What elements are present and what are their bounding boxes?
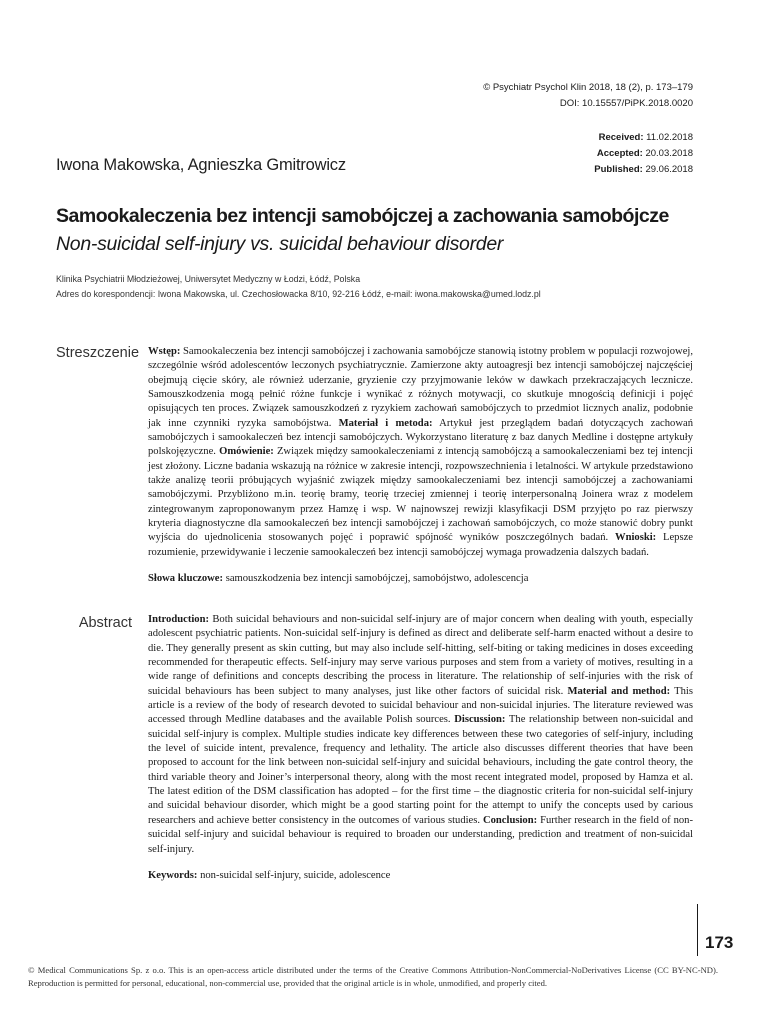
license-footer: © Medical Communications Sp. z o.o. This is an open-access article distributed under the terms of the Creative Commons Attribution-NonCommercial-NoDerivatives License (CC BY-NC-ND). Reproduction is permitted for personal, educational, non-commercial use, provided that the original article is in whole, unmodified, and properly cited.: [28, 965, 718, 988]
streszczenie-text: Wstęp: Samookaleczenia bez intencji samobójczej i zachowania samobójcze stanowią istotny problem w populacji rozwojowej, szczególnie wśród adolescentów leczonych psychiatrycznie. Zamierzone akty autoagresji bez intencji samobójczej najczęściej obejmują cięcie skóry, ale również uderzanie, gryzienie czy przyjmowanie leków w dawkach przekraczających lecznicze. Samouszkodzenia mogą pełnić różne funkcje i wynikać z różnych motywacji, co skutkuje mnogością definicji i pojęć opisujących ten proces. Związek samouszkodzeń z ryzykiem zachowań samobójczych to przedmiot licznych analiz, podobnie jak inne czynniki ryzyka samobójstwa. Materiał i metoda: Artykuł jest przeglądem badań dotyczących zachowań samobójczych i samookaleczeń bez intencji samobójczych. Wykorzystano literaturę z baz danych Medline i dostępne artykuły polskojęzyczne. Omówienie: Związek między samookaleczeniami z intencją samobójczą a samookaleczeniami bez tej intencji jest złożony. Liczne badania wskazują na różnice w zakresie intencji, rozpowszechnienia i letalności. W artykule przedstawiono także analizę teorii próbujących wyjaśnić związek między samookaleczeniami bez intencji samobójczej a zachowaniami samobójczymi. Przybliżono m.in. teorię bramy, teorię trzeciej zmiennej i teorię interpersonalną Joinera wraz z modelem zintegrowanym zaproponowanym przez Hamzę i wsp. W najnowszej rewizji klasyfikacji DSM przyjęto po raz pierwszy kryteria diagnostyczne dla samookaleczeń bez intencji samobójczej i zachowań samobójczych, co może stanowić dobry punkt wyjścia do ujednolicenia stosowanych pojęć i poprawić spójność wyników poszczególnych badań. Wnioski: Lepsze rozumienie, przewidywanie i leczenie samookaleczeń bez intencji samobójczej wymaga prowadzenia dalszych badań.: [148, 346, 693, 558]
page-number-rule: [697, 904, 698, 956]
date-published: Published: 29.06.2018: [594, 164, 693, 175]
page-number: 173: [705, 933, 734, 952]
citation-block: [483, 80, 693, 112]
streszczenie-heading-material: Materiał i metoda:: [338, 417, 433, 429]
dates-block: [594, 130, 693, 178]
abstract-heading-discussion: Discussion:: [454, 714, 506, 726]
abstract-keywords-label: Keywords:: [148, 870, 198, 881]
authors: Iwona Makowska, Agnieszka Gmitrowicz: [56, 156, 346, 174]
abstract-text: Introduction: Both suicidal behaviours and non-suicidal self-injury are of major concern when dealing with youth, especially adolescent psychiatric patients. Non-suicidal self-injury is defined as direct and deliberate self-harm enacted without a desire to die. They generally present as skin cutting, but may also include self-hitting, self-biting or taking medicines in doses exceeding recommended for therapeutic effects. Self-injury may serve various purposes and stem from a variety of motives, resulting in a wide range of definitions and concepts describing the process in literature. The relationship of self-injuries with the risk of suicidal behaviours has been subject to many analyses, just like other factors of suicidal risk. Material and method: This article is a review of the body of research devoted to suicidal behaviour and non-suicidal injuries. The literature reviewed was accessed through Medline databases and the available Polish sources. Discussion: The relationship between non-suicidal and suicidal self-injury is complex. Multiple studies indicate key differences between these two categories of self-injury, including the level of suicide intent, prevalence, frequency and lethality. The article also discusses different theories that have been proposed to account for the link between non-suicidal self-injury and suicidal behaviours, including the gate control theory, the third variable theory and Joiner’s interpersonal theory, along with the most recent integrated model, proposed by Hamza et al. The latest edition of the DSM classification has adopted – for the first time – the diagnostic criteria for non-suicidal self-injury and suicidal behaviour disorder, which might be a good starting point for the attempt to unify the concepts used by carious researchers and achieve better consistency in the outcomes of various studies. Conclusion: Further research in the field of non-suicidal self-injury and suicidal behaviour is required to broaden our understanding, prediction and treatment of non-suicidal self-injury.: [148, 614, 694, 855]
abstract-heading-material: Material and method:: [567, 685, 671, 697]
streszczenie-heading-wstep: Wstęp:: [148, 346, 181, 357]
abstract-keywords: Keywords: non-suicidal self-injury, suicide, adolescence: [148, 870, 391, 881]
correspondence: Adres do korespondencji: Iwona Makowska, ul. Czechosłowacka 8/10, 92-216 Łódź, e-mail: iwona.makowska@umed.lodz.pl: [56, 288, 541, 299]
journal-citation: © Psychiatr Psychol Klin 2018, 18 (2), p. 173–179: [483, 82, 693, 93]
institution: Klinika Psychiatrii Młodzieżowej, Uniwersytet Medyczny w Łodzi, Łódź, Polska: [56, 274, 361, 284]
title-english: Non-suicidal self-injury vs. suicidal behaviour disorder: [56, 233, 504, 255]
streszczenie-keywords-label: Słowa kluczowe:: [148, 573, 224, 584]
date-accepted: Accepted: 20.03.2018: [596, 148, 693, 159]
date-received: Received: 11.02.2018: [598, 132, 693, 143]
affiliation: [56, 272, 541, 301]
streszczenie-keywords: Słowa kluczowe: samouszkodzenia bez intencji samobójczej, samobójstwo, adolescencja: [148, 573, 529, 584]
abstract-label: Abstract: [78, 615, 132, 631]
abstract-heading-introduction: Introduction:: [148, 614, 210, 625]
streszczenie-heading-omowienie: Omówienie:: [219, 446, 274, 458]
streszczenie-heading-wnioski: Wnioski:: [614, 532, 657, 544]
title-polish: Samookaleczenia bez intencji samobójczej a zachowania samobójcze: [56, 205, 669, 227]
doi: DOI: 10.15557/PiPK.2018.0020: [559, 98, 693, 109]
streszczenie-label: Streszczenie: [56, 345, 140, 361]
abstract-heading-conclusion: Conclusion:: [482, 814, 538, 826]
